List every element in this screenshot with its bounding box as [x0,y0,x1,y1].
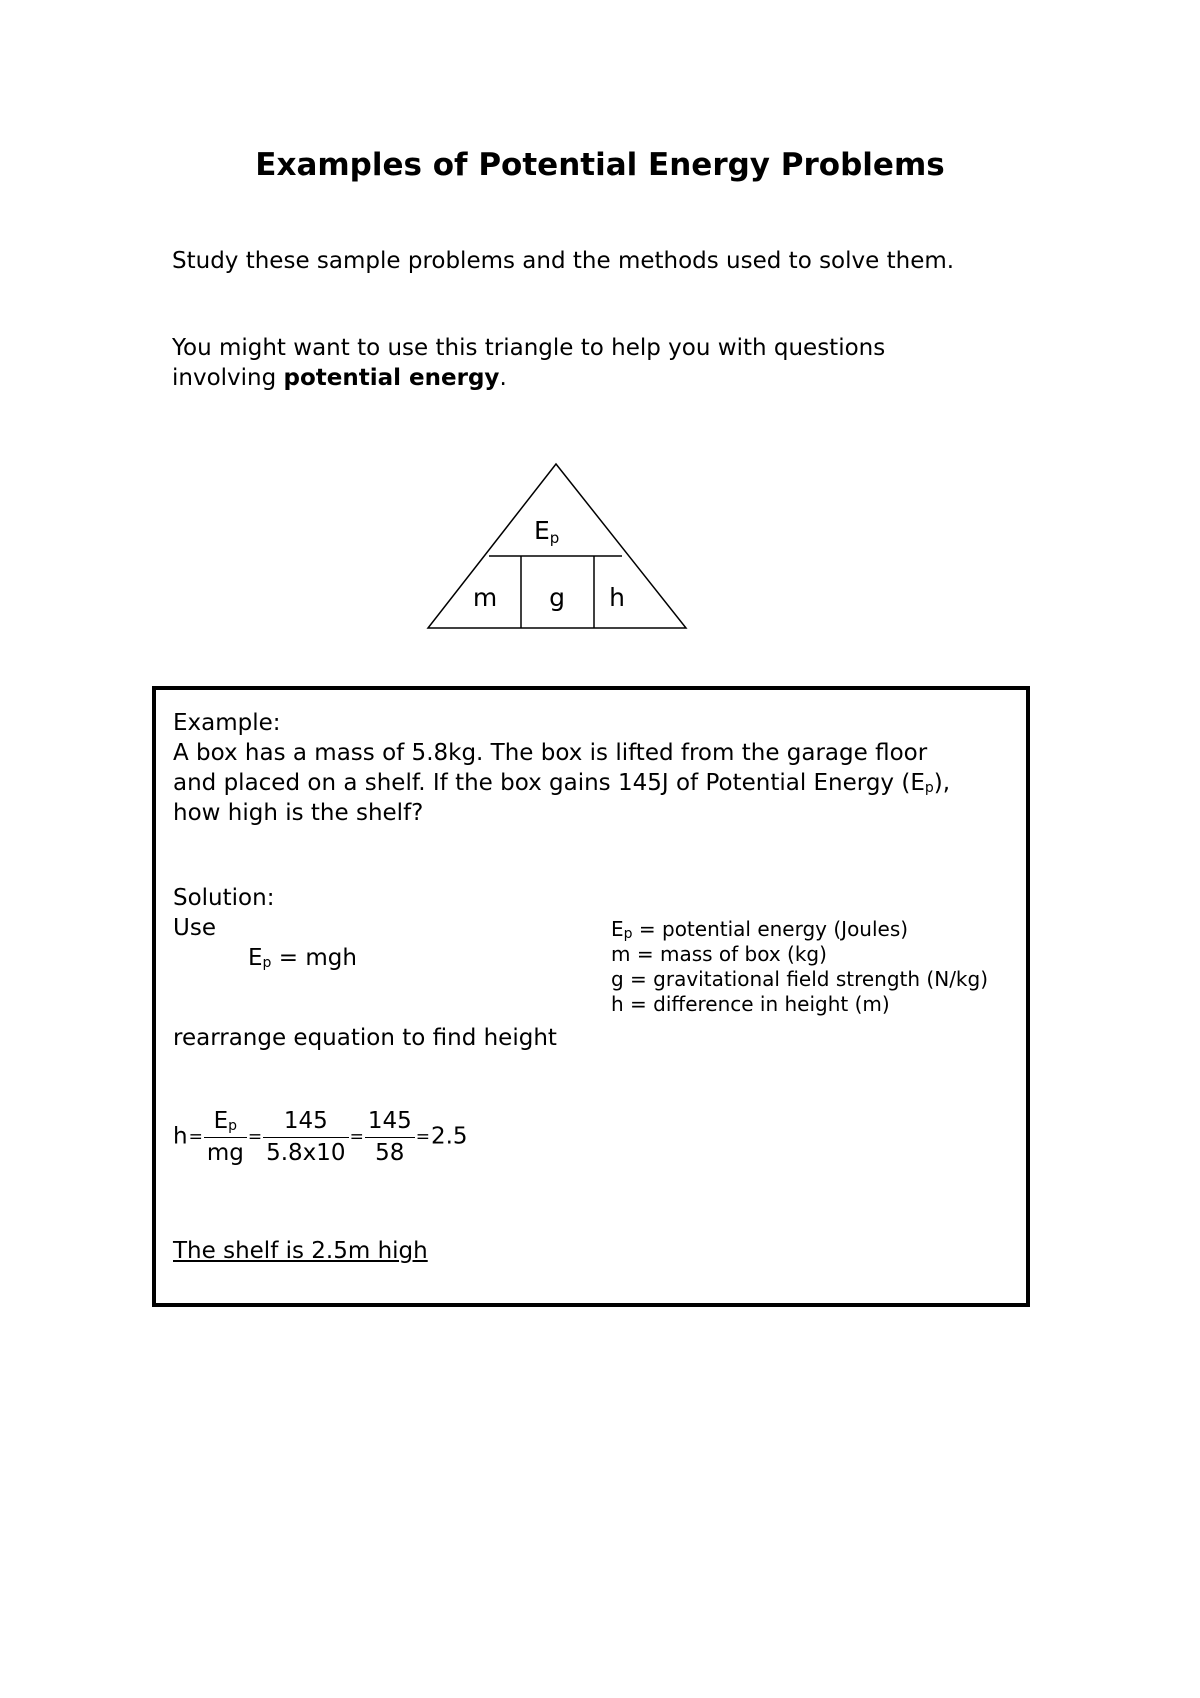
triangle-intro [172,333,885,393]
legend-item [611,942,988,967]
equals-sign: = [415,1127,430,1147]
equals-sign: = [188,1127,203,1147]
solution-label: Solution: [173,885,275,911]
height-equation [173,1108,468,1166]
fraction-denominator: 5.8x10 [266,1140,346,1166]
formula-sub: p [262,955,272,971]
equals-sign: = [247,1127,263,1147]
formula-rest: = mgh [271,945,357,971]
legend-item [611,992,988,1017]
rearrange-text: rearrange equation to find height [173,1025,557,1051]
example-label: Example: [173,710,281,736]
fraction-denominator: mg [206,1140,244,1166]
formula-triangle [420,458,700,638]
example-line3: how high is the shelf? [173,800,424,826]
triangle-intro-line2-prefix: involving [172,365,284,391]
equation-lhs: h [173,1123,188,1150]
triangle-top-symbol: Ep [534,516,560,547]
fraction-simplified [365,1108,415,1166]
example-line2-sub: p [924,780,934,796]
legend-text: = mass of box (kg) [630,942,827,966]
example-question [173,738,1023,828]
legend-sub: p [623,926,633,942]
legend-symbol: g [611,967,624,991]
triangle-right-symbol: h [609,583,625,612]
solution-formula [248,943,357,973]
legend-item [611,967,988,992]
fraction-denominator: 58 [375,1140,405,1166]
example-line2a: and placed on a shelf. If the box gains 145J of Potential Energy (E [173,770,925,796]
answer-text: The shelf is 2.5m high [173,1238,428,1264]
example-line2b: ), [933,770,951,796]
fraction-numeric [263,1108,348,1166]
equation-result: 2.5 [430,1123,468,1150]
page-title: Examples of Potential Energy Problems [255,147,945,183]
legend-item [611,917,988,942]
legend-symbol: E [611,917,624,941]
triangle-intro-line2-suffix: . [499,365,507,391]
triangle-left-symbol: m [472,583,498,612]
fraction-numerator: $E_p$ [204,1108,247,1138]
formula-e: E [248,945,263,971]
legend-text: = gravitational field strength (N/kg) [623,967,989,991]
fraction-numerator: 145 [365,1108,415,1138]
triangle-intro-line1: You might want to use this triangle to help you with questions [172,335,886,361]
intro-text: Study these sample problems and the methods used to solve them. [172,248,955,274]
example-box [152,686,1030,1307]
equals-sign: = [349,1127,364,1147]
legend-symbol: h [611,992,624,1016]
fraction-numerator: 145 [263,1108,348,1138]
solution-use: Use [173,915,216,941]
triangle-intro-bold: potential energy [283,365,500,391]
variable-legend [611,917,988,1017]
legend-symbol: m [611,942,631,966]
triangle-middle-symbol: g [549,583,565,612]
fraction-symbolic [204,1108,247,1166]
legend-text: = difference in height (m) [623,992,890,1016]
legend-text: = potential energy (Joules) [632,917,909,941]
example-line1: A box has a mass of 5.8kg. The box is lifted from the garage floor [173,740,928,766]
